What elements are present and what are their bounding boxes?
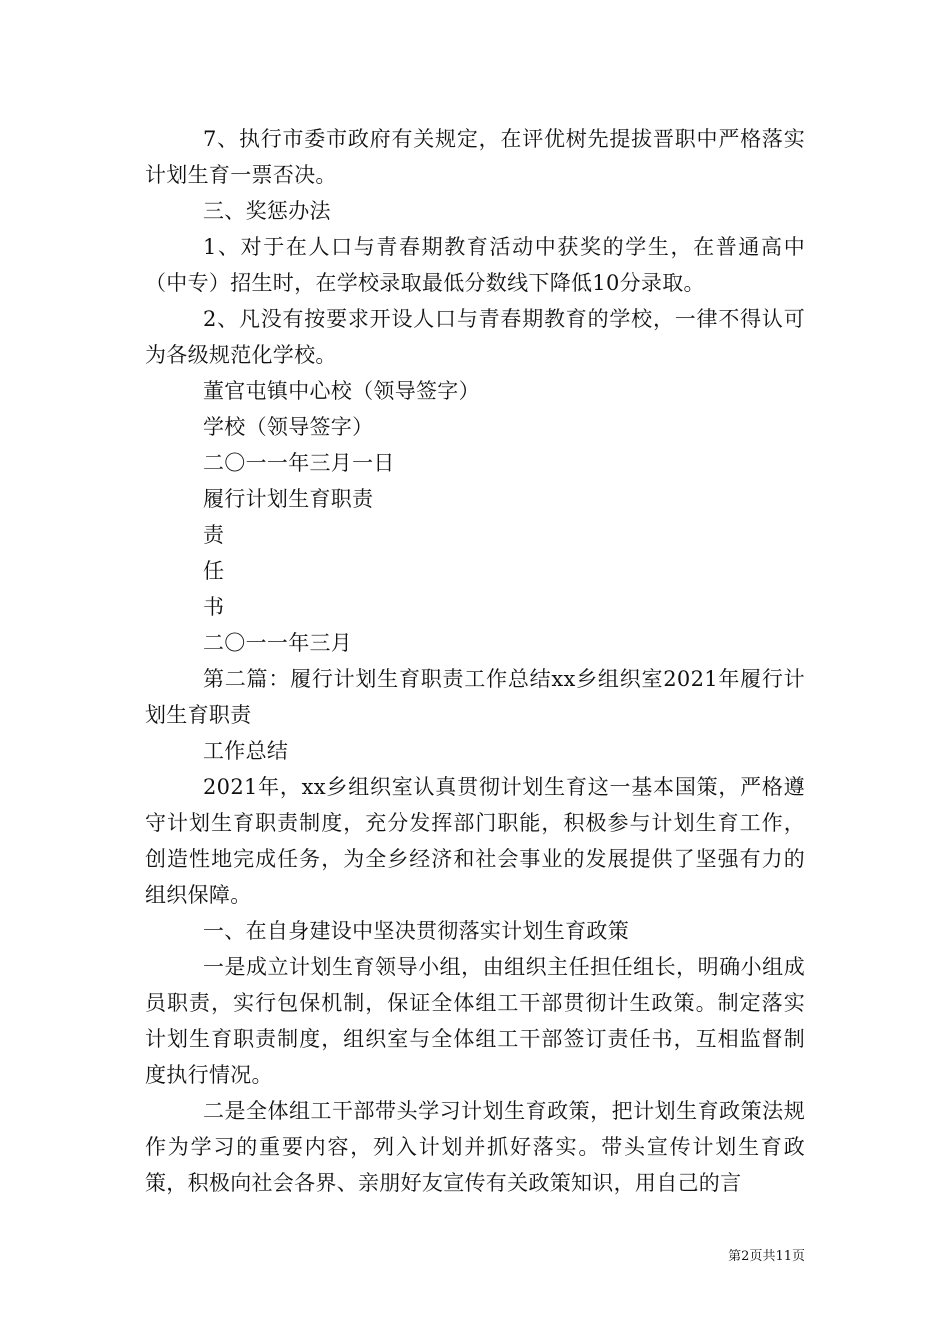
section-heading-rewards: 三、奖惩办法 [203, 199, 331, 223]
section-heading-self-building: 一、在自身建设中坚决贯彻落实计划生育政策 [203, 919, 629, 943]
paragraph-point-1: 一是成立计划生育领导小组，由组织主任担任组长，明确小组成员职责，实行包保机制，保证全体组工干部贯彻计生政策。制定落实计划生育职责制度，组织室与全体组工干部签订责任书，互相监督制度执行情况。 [145, 955, 805, 1087]
cover-char-3: 书 [203, 595, 225, 619]
chapter-two-title: 第二篇：履行计划生育职责工作总结xx乡组织室2021年履行计划生育职责 [145, 667, 805, 727]
paragraph-point-2: 二是全体组工干部带头学习计划生育政策，把计划生育政策法规作为学习的重要内容，列入计划并抓好落实。带头宣传计划生育政策，积极向社会各界、亲朋好友宣传有关政策知识，用自己的言 [145, 1099, 805, 1195]
paragraph-intro: 2021年，xx乡组织室认真贯彻计划生育这一基本国策，严格遵守计划生育职责制度，充分发挥部门职能，积极参与计划生育工作，创造性地完成任务，为全乡经济和社会事业的发展提供了坚强有力的组织保障。 [145, 775, 805, 907]
paragraph-rule-7: 7、执行市委市政府有关规定，在评优树先提拔晋职中严格落实计划生育一票否决。 [145, 127, 805, 187]
cover-char-1: 责 [203, 523, 225, 547]
document-body [145, 121, 805, 1201]
subtitle-work-summary: 工作总结 [203, 739, 289, 763]
page-number: 第2页共11页 [728, 1249, 805, 1264]
paragraph-reward-2: 2、凡没有按要求开设人口与青春期教育的学校，一律不得认可为各级规范化学校。 [145, 307, 805, 367]
signature-line-center-school: 董官屯镇中心校（领导签字） [203, 379, 480, 403]
paragraph-reward-1: 1、对于在人口与青春期教育活动中获奖的学生，在普通高中（中专）招生时，在学校录取最低分数线下降低10分录取。 [145, 235, 805, 295]
date-line-full: 二〇一一年三月一日 [203, 451, 395, 475]
cover-title: 履行计划生育职责 [203, 487, 374, 511]
signature-line-school: 学校（领导签字） [203, 415, 374, 439]
date-line-month: 二〇一一年三月 [203, 631, 353, 655]
cover-char-2: 任 [203, 559, 225, 583]
